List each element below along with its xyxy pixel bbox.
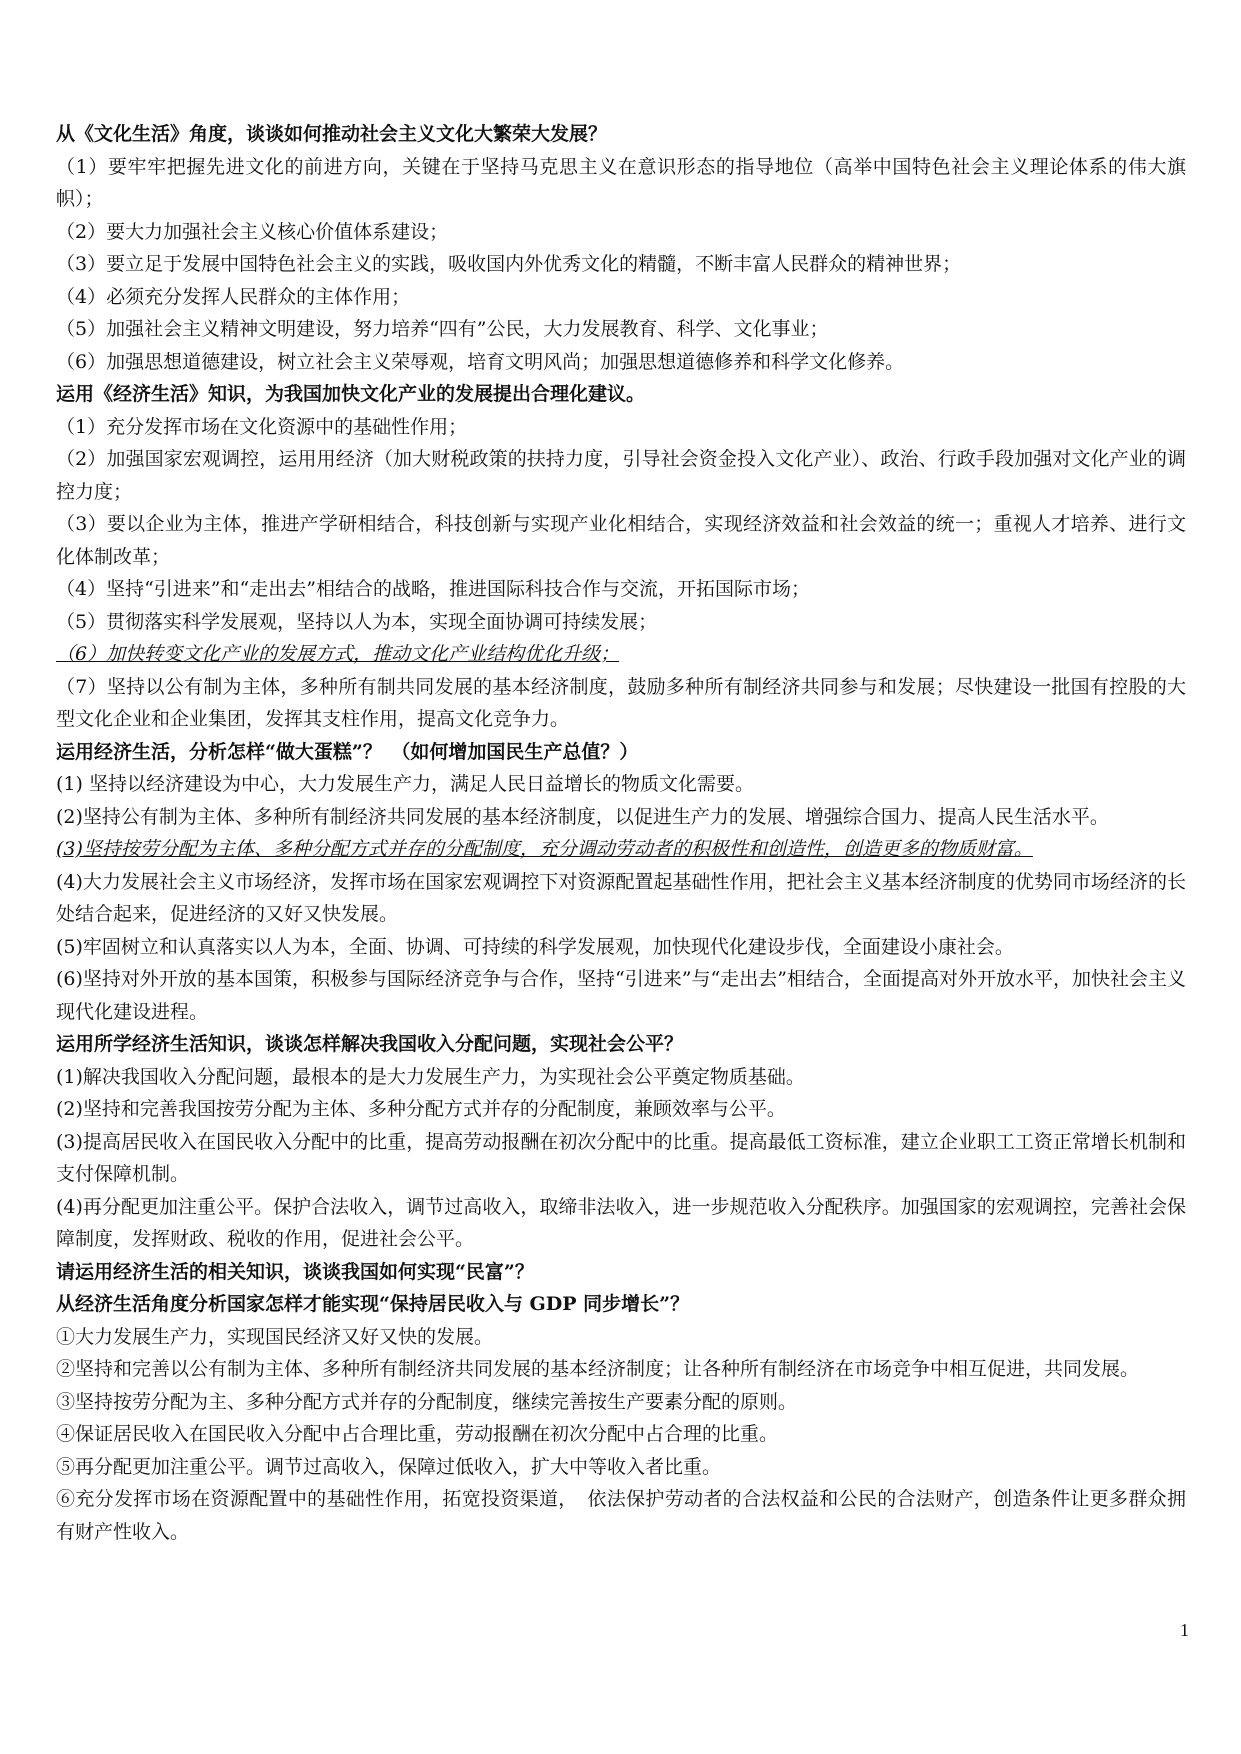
list-item: ④保证居民收入在国民收入分配中占合理比重，劳动报酬在初次分配中占合理的比重。 (56, 1423, 779, 1445)
page-number: 1 (1180, 1620, 1189, 1640)
list-item: ①大力发展生产力，实现国民经济又好又快的发展。 (56, 1325, 494, 1348)
list-item: (6)坚持对外开放的基本国策，积极参与国际经济竞争与合作，坚持“引进来”与“走出去”相结合，全面提高对外开放水平，加快社会主义现代化建设进程。 (56, 968, 1186, 1023)
list-item: （4）必须充分发挥人民群众的主体作用； (56, 285, 411, 308)
list-item: (5)牢固树立和认真落实以人为本，全面、协调、可持续的科学发展观，加快现代化建设步伐，全面建设小康社会。 (56, 935, 1014, 958)
section-1 (56, 118, 1186, 378)
list-item: （2）要大力加强社会主义核心价值体系建设； (56, 220, 449, 243)
list-item: （5）贯彻落实科学发展观，坚持以人为本，实现全面协调可持续发展； (56, 610, 658, 633)
section-3 (56, 736, 1186, 1029)
section-heading: 运用所学经济生活知识，谈谈怎样解决我国收入分配问题，实现社会公平？ (56, 1033, 684, 1055)
list-item: (4)大力发展社会主义市场经济，发挥市场在国家宏观调控下对资源配置起基础性作用，把社会主义基本经济制度的优势同市场经济的长处结合起来，促进经济的又好又快发展。 (56, 870, 1186, 925)
section-4 (56, 1028, 1186, 1256)
section-heading: 运用经济生活，分析怎样“做大蛋糕”？ （如何增加国民生产总值？） (56, 740, 639, 763)
list-item-emphasized: (3)坚持按劳分配为主体、多种分配方式并存的分配制度，充分调动劳动者的积极性和创造性，创造更多的物质财富。 (56, 838, 1033, 860)
list-item: （7）坚持以公有制为主体，多种所有制共同发展的基本经济制度，鼓励多种所有制经济共同参与和发展；尽快建设一批国有控股的大型文化企业和企业集团，发挥其支柱作用，提高文化竞争力。 (56, 675, 1186, 730)
list-item: （3）要以企业为主体，推进产学研相结合，科技创新与实现产业化相结合，实现经济效益和社会效益的统一；重视人才培养、进行文化体制改革； (56, 513, 1186, 568)
list-item: （3）要立足于发展中国特色社会主义的实践，吸收国内外优秀文化的精髓，不断丰富人民群众的精神世界； (56, 253, 962, 275)
section-heading: 从《文化生活》角度，谈谈如何推动社会主义文化大繁荣大发展？ (56, 123, 608, 145)
list-item: (2)坚持公有制为主体、多种所有制经济共同发展的基本经济制度，以促进生产力的发展、增强综合国力、提高人民生活水平。 (56, 805, 1109, 828)
section-heading: 从经济生活角度分析国家怎样才能实现“保持居民收入与 GDP 同步增长”？ (56, 1293, 690, 1315)
list-item: （5）加强社会主义精神文明建设，努力培养“四有”公民，大力发展教育、科学、文化事业； (56, 318, 829, 340)
list-item: （1）要牢牢把握先进文化的前进方向，关键在于坚持马克思主义在意识形态的指导地位（高举中国特色社会主义理论体系的伟大旗帜）； (56, 155, 1186, 210)
section-heading: 运用《经济生活》知识，为我国加快文化产业的发展提出合理化建议。 (56, 383, 646, 405)
list-item: ③坚持按劳分配为主、多种分配方式并存的分配制度，继续完善按生产要素分配的原则。 (56, 1390, 798, 1413)
list-item: （4）坚持“引进来”和“走出去”相结合的战略，推进国际科技合作与交流，开拓国际市场； (56, 578, 810, 600)
list-item: （2）加强国家宏观调控，运用用经济（加大财税政策的扶持力度，引导社会资金投入文化产业）、政治、行政手段加强对文化产业的调控力度； (56, 448, 1186, 503)
list-item: （1）充分发挥市场在文化资源中的基础性作用； (56, 415, 468, 438)
list-item: ⑤再分配更加注重公平。调节过高收入，保障过低收入，扩大中等收入者比重。 (56, 1455, 722, 1478)
list-item: ②坚持和完善以公有制为主体、多种所有制经济共同发展的基本经济制度；让各种所有制经济在市场竞争中相互促进，共同发展。 (56, 1358, 1140, 1380)
document-body (56, 118, 1186, 1548)
list-item: (2)坚持和完善我国按劳分配为主体、多种分配方式并存的分配制度，兼顾效率与公平。 (56, 1098, 786, 1120)
list-item: ⑥充分发挥市场在资源配置中的基础性作用，拓宽投资渠道， 依法保护劳动者的合法权益和公民的合法财产，创造条件让更多群众拥有财产性收入。 (56, 1488, 1186, 1543)
section-6 (56, 1288, 1186, 1548)
list-item: (1)解决我国收入分配问题，最根本的是大力发展生产力，为实现社会公平奠定物质基础。 (56, 1065, 805, 1088)
section-heading: 请运用经济生活的相关知识，谈谈我国如何实现“民富”？ (56, 1260, 534, 1283)
list-item: （6）加强思想道德建设，树立社会主义荣辱观，培育文明风尚；加强思想道德修养和科学文化修养。 (56, 350, 905, 373)
list-item-emphasized: （6）加快转变文化产业的发展方式，推动文化产业结构优化升级； (56, 643, 620, 665)
list-item: (4)再分配更加注重公平。保护合法收入，调节过高收入，取缔非法收入，进一步规范收入分配秩序。加强国家的宏观调控，完善社会保障制度，发挥财政、税收的作用，促进社会公平。 (56, 1195, 1186, 1250)
list-item: (1) 坚持以经济建设为中心，大力发展生产力，满足人民日益增长的物质文化需要。 (56, 773, 754, 795)
section-5 (56, 1256, 1186, 1289)
section-2 (56, 378, 1186, 736)
list-item: (3)提高居民收入在国民收入分配中的比重，提高劳动报酬在初次分配中的比重。提高最低工资标准，建立企业职工工资正常增长机制和支付保障机制。 (56, 1130, 1186, 1185)
